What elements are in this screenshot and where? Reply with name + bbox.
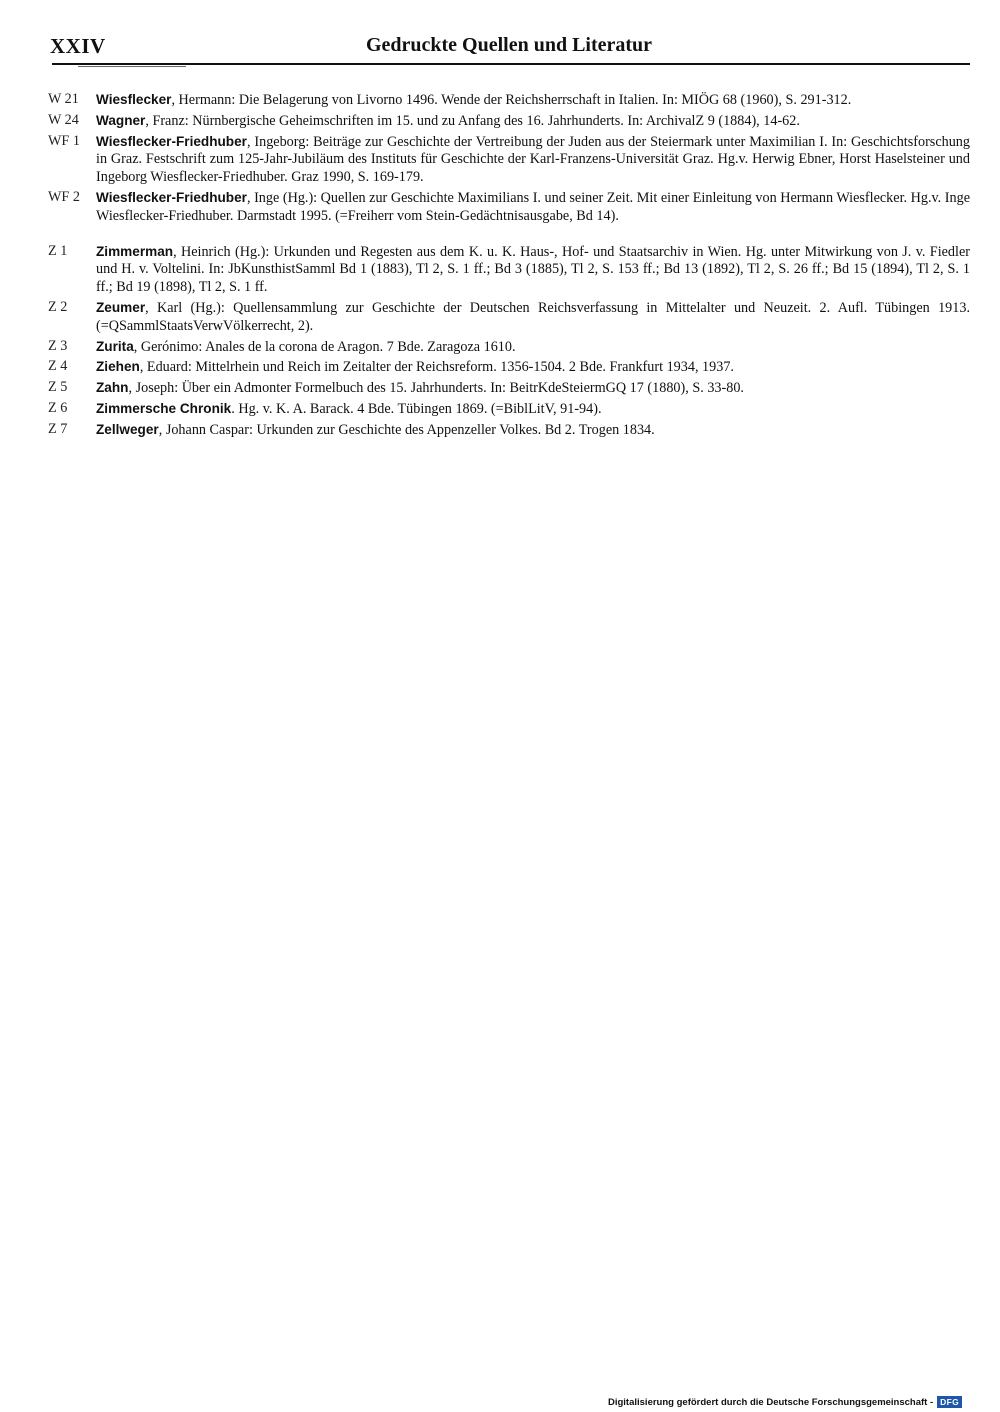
entry-author: Zurita	[96, 338, 134, 354]
entry-author: Zimmersche Chronik	[96, 400, 232, 416]
bibliography-entry	[48, 112, 970, 131]
bibliography-entry	[48, 379, 970, 398]
entry-siglum: Z 6	[48, 399, 68, 416]
entry-text: , Eduard: Mittelrhein und Reich im Zeitalter der Reichsreform. 1356-1504. 2 Bde. Frankfurt 1934, 1937.	[139, 359, 734, 376]
entry-text: , Joseph: Über ein Admonter Formelbuch des 15. Jahrhunderts. In: BeitrKdeSteiermGQ 17 (1880), S. 33-80.	[128, 380, 744, 397]
entry-text: , Inge (Hg.): Quellen zur Geschichte Maximilians I. und seiner Zeit. Mit einer Einleitung von Hermann Wiesflecker. Hg.v. Inge Wiesflecker-Friedhuber. Darmstadt 1995. (=Freiherr vom Stein-Gedächtnisausgabe, Bd 14).	[96, 189, 970, 224]
entry-text: , Heinrich (Hg.): Urkunden und Regesten aus dem K. u. K. Haus-, Hof- und Staatsarchiv in Wien. Hg. unter Mitwirkung von J. v. Fiedler und H. v. Voltelini. In: JbKunsthistSamml Bd 1 (1883), Tl 2, S. 1 ff.; Bd 3 (1885), Tl 2, S. 153 ff.; Bd 13 (1892), Tl 2, S. 26 ff.; Bd 15 (1894), Tl 2, S. 1 ff.; Bd 19 (1898), Tl 2, S. 1 ff.	[96, 243, 970, 296]
entry-siglum: W 24	[48, 111, 79, 128]
bibliography-entry	[48, 243, 970, 297]
header-rule-underline	[78, 66, 186, 67]
bibliography-entry	[48, 133, 970, 187]
page-header	[48, 34, 970, 64]
entry-author: Zahn	[96, 380, 129, 396]
entry-text: , Franz: Nürnbergische Geheimschriften im 15. und zu Anfang des 16. Jahrhunderts. In: ArchivalZ 9 (1884), 14-62.	[145, 112, 800, 129]
page-number: XXIV	[50, 34, 106, 58]
entry-author: Wiesflecker-Friedhuber	[96, 189, 247, 205]
bibliography-entry	[48, 338, 970, 357]
entry-author: Ziehen	[96, 359, 140, 375]
bibliography-entry	[48, 358, 970, 377]
entry-author: Wagner	[96, 112, 146, 128]
header-rule	[52, 63, 970, 65]
entry-text: , Hermann: Die Belagerung von Livorno 1496. Wende der Reichsherrschaft in Italien. In: MIÖG 68 (1960), S. 291-312.	[171, 92, 852, 108]
entry-author: Zellweger	[96, 421, 159, 437]
bibliography-entry	[48, 400, 970, 419]
running-title: Gedruckte Quellen und Literatur	[365, 34, 653, 56]
entry-siglum: Z 4	[48, 358, 68, 375]
entry-siglum: Z 7	[48, 420, 68, 437]
entry-siglum: WF 1	[48, 132, 80, 149]
bibliography-entry	[48, 421, 970, 440]
entry-author: Zimmerman	[96, 243, 174, 259]
entry-siglum: Z 2	[48, 298, 68, 315]
entry-author: Wiesflecker	[96, 92, 172, 107]
entry-siglum: Z 3	[48, 337, 68, 354]
entry-group-z	[48, 243, 970, 440]
entry-author: Zeumer	[96, 299, 146, 315]
entry-text: . Hg. v. K. A. Barack. 4 Bde. Tübingen 1869. (=BiblLitV, 91-94).	[231, 400, 602, 417]
entry-siglum: W 21	[48, 91, 79, 107]
footer-text: Digitalisierung gefördert durch die Deutsche Forschungsgemeinschaft -	[607, 1396, 934, 1408]
bibliography-list	[48, 91, 970, 442]
dfg-logo: DFG	[937, 1396, 962, 1408]
entry-group-w	[48, 91, 970, 226]
bibliography-entry	[48, 299, 970, 336]
entry-text: , Ingeborg: Beiträge zur Geschichte der Vertreibung der Juden aus der Steiermark unter Maximilian I. In: Geschichtsforschung in Graz. Festschrift zum 125-Jahr-Jubiläum des Instituts für Geschichte der Karl-Franzens-Universität Graz. Hg.v. Herwig Ebner, Horst Haselsteiner und Ingeborg Wiesflecker-Friedhuber. Graz 1990, S. 169-179.	[96, 133, 970, 186]
entry-siglum: Z 5	[48, 379, 68, 396]
digitization-footer	[608, 1394, 962, 1410]
bibliography-entry	[48, 91, 970, 110]
entry-siglum: Z 1	[48, 242, 68, 259]
entry-text: , Karl (Hg.): Quellensammlung zur Geschichte der Deutschen Reichsverfassung in Mittelalter und Neuzeit. 2. Aufl. Tübingen 1913. (=QSammlStaatsVerwVölkerrecht, 2).	[96, 299, 970, 334]
entry-siglum: WF 2	[48, 188, 80, 205]
bibliography-entry	[48, 189, 970, 226]
entry-author: Wiesflecker-Friedhuber	[96, 133, 247, 149]
entry-text: , Gerónimo: Anales de la corona de Aragon. 7 Bde. Zaragoza 1610.	[133, 338, 516, 355]
entry-text: , Johann Caspar: Urkunden zur Geschichte des Appenzeller Volkes. Bd 2. Trogen 1834.	[158, 421, 655, 438]
